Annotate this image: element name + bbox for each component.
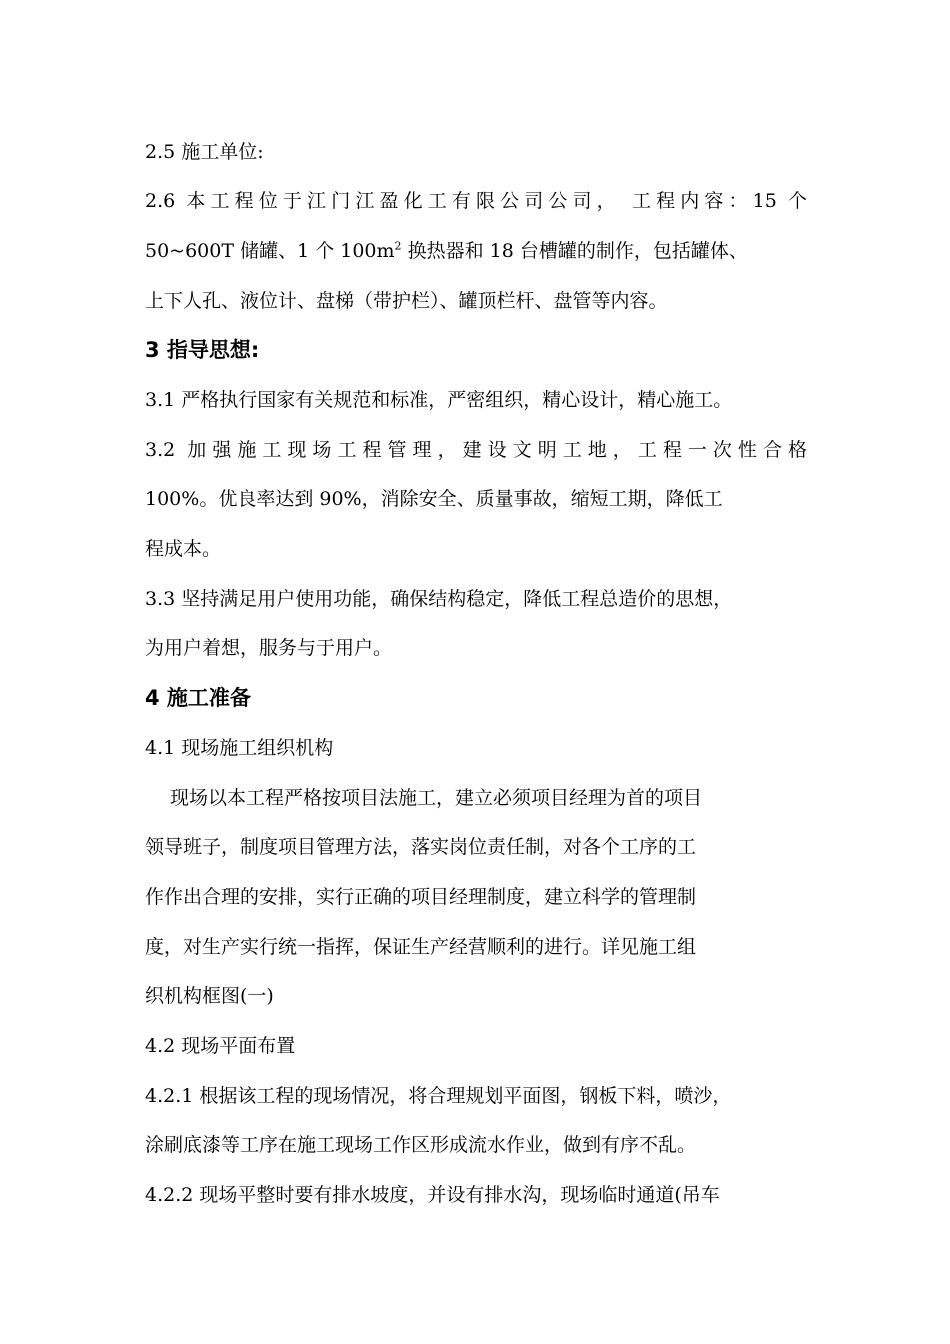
text-line-2-6: 2.6 本工程位于江门江盈化工有限公司公司， 工程内容：15 个 [145, 190, 807, 212]
paragraph-4-1-line-2: 领导班子，制度项目管理方法，落实岗位责任制，对各个工序的工 [145, 836, 697, 858]
paragraph-4-1-line-5: 织机构框图(一) [145, 985, 274, 1007]
text-span: 换热器和 18 台槽罐的制作，包括罐体、 [401, 240, 748, 262]
section-heading-4: 4 施工准备 [145, 686, 251, 710]
text-line-4-2-1: 4.2.1 根据该工程的现场情况，将合理规划平面图，钢板下料，喷沙， [145, 1085, 732, 1107]
text-span: 50~600T 储罐、1 个 100m [145, 240, 395, 262]
paragraph-4-1-line-1: 现场以本工程严格按项目法施工，建立必须项目经理为首的项目 [170, 787, 703, 809]
superscript: 2 [394, 239, 402, 253]
text-line-3-3: 3.3 坚持满足用户使用功能，确保结构稳定，降低工程总造价的思想， [145, 588, 733, 610]
section-heading-3: 3 指导思想: [145, 338, 260, 362]
paragraph-4-1-line-3: 作作出合理的安排，实行正确的项目经理制度，建立科学的管理制 [145, 886, 697, 908]
text-line-3-1: 3.1 严格执行国家有关规范和标准，严密组织，精心设计，精心施工。 [145, 389, 733, 411]
subheading-4-1: 4.1 现场施工组织机构 [145, 737, 334, 759]
text-line-3-3-end: 为用户着想，服务与于用户。 [145, 637, 393, 659]
text-line-2-6-cont [145, 238, 748, 264]
text-line-3-2-cont: 100%。优良率达到 90%，消除安全、质量事故，缩短工期，降低工 [145, 488, 723, 510]
text-line-4-2-2: 4.2.2 现场平整时要有排水坡度，并设有排水沟，现场临时通道(吊车 [145, 1184, 720, 1206]
subheading-4-2: 4.2 现场平面布置 [145, 1035, 296, 1057]
paragraph-4-1-line-4: 度，对生产实行统一指挥，保证生产经营顺利的进行。详见施工组 [145, 936, 697, 958]
text-line-3-2-end: 程成本。 [145, 538, 222, 560]
text-line-2-6-end: 上下人孔、液位计、盘梯（带护栏）、罐顶栏杆、盘管等内容。 [145, 290, 668, 312]
text-line-2-5: 2.5 施工单位: [145, 141, 264, 163]
text-line-4-2-1-end: 涂刷底漆等工序在施工现场工作区形成流水作业，做到有序不乱。 [145, 1134, 697, 1156]
text-line-3-2: 3.2 加强施工现场工程管理，建设文明工地，工程一次性合格 [145, 439, 807, 461]
